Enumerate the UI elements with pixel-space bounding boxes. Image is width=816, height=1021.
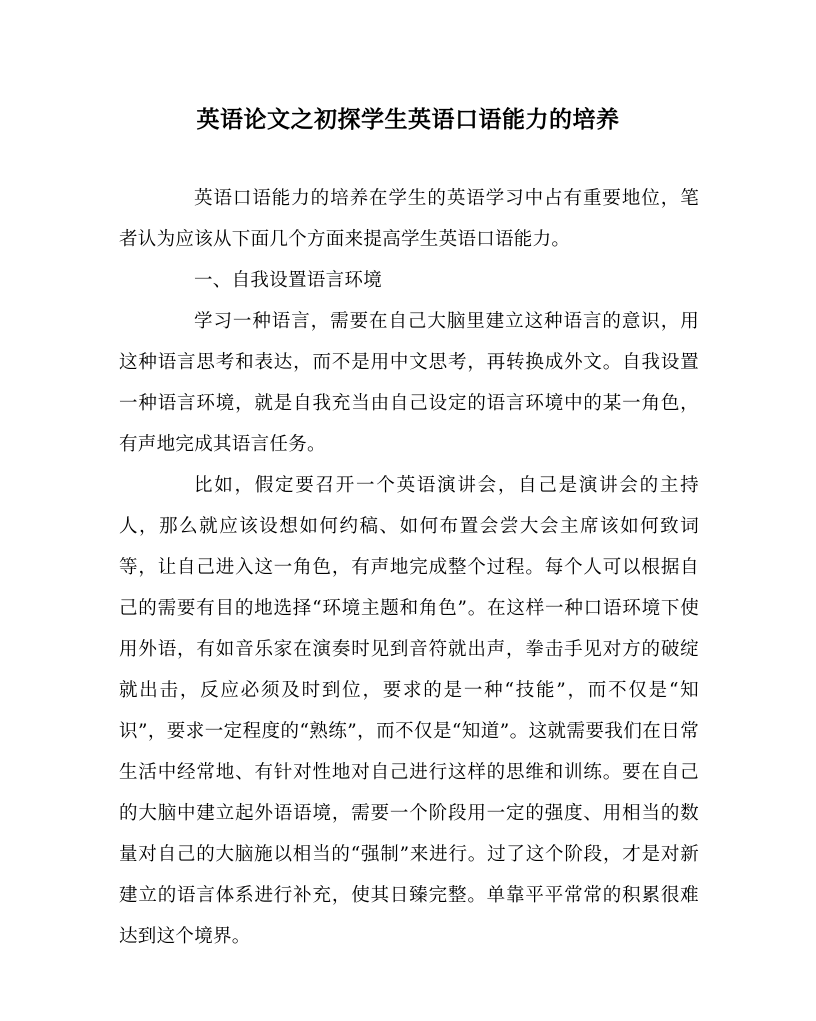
paragraph-language-environment: 学习一种语言，需要在自己大脑里建立这种语言的意识，用这种语言思考和表达，而不是用中文思考，再转换成外文。自我设置一种语言环境，就是自我充当由自己设定的语言环境中的某一角色，有声地完成其语言任务。 [119,311,699,455]
paragraph-example: 比如，假定要召开一个英语演讲会，自己是演讲会的主持人，那么就应该设想如何约稿、如何布置会尝大会主席该如何致词等，让自己进入这一角色，有声地完成整个过程。每个人可以根据自己的需要有目的地选择“环境主题和角色”。在这样一种口语环境下使用外语，有如音乐家在演奏时见到音符就出声，拳击手见对方的破绽就出击，反应必须及时到位，要求的是一种“技能”，而不仅是“知识”，要求一定程度的“熟练”，而不仅是“知道”。这就需要我们在日常生活中经常地、有针对性地对自己进行这样的思维和训练。要在自己的大脑中建立起外语语境，需要一个阶段用一定的强度、用相当的数量对自己的大脑施以相当的“强制”来进行。过了这个阶段，才是对新建立的语言体系进行补充，使其日臻完整。单靠平平常常的积累很难达到这个境界。 [119,475,699,947]
paragraph-intro: 英语口语能力的培养在学生的英语学习中占有重要地位，笔者认为应该从下面几个方面来提高学生英语口语能力。 [119,188,699,250]
section-heading: 一、自我设置语言环境 [194,270,383,291]
document-title: 英语论文之初探学生英语口语能力的培养 [196,106,620,133]
document-body [119,178,699,957]
